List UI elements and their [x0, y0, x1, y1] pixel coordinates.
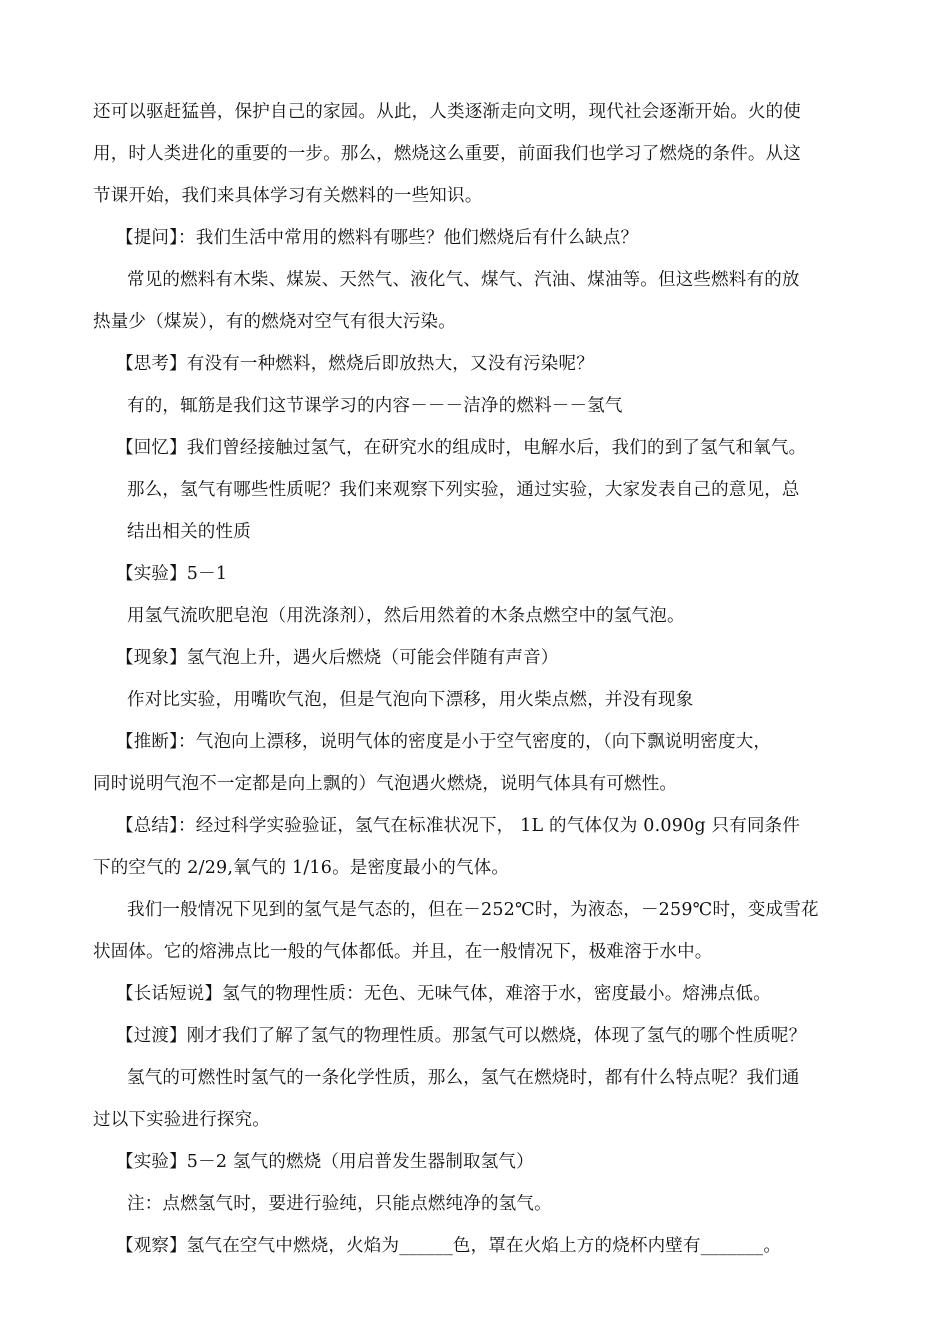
paragraph-line: 节课开始，我们来具体学习有关燃料的一些知识。 [93, 186, 483, 206]
paragraph-line: 同时说明气泡不一定都是向上飘的）气泡遇火燃烧，说明气体具有可燃性。 [93, 774, 678, 794]
observation-heading: 【观察】氢气在空气中燃烧，火焰为______色，罩在火焰上方的烧杯内壁有_______。 [116, 1236, 782, 1256]
transition-heading: 【过渡】刚才我们了解了氢气的物理性质。那氢气可以燃烧，体现了氢气的哪个性质呢？ [116, 1026, 807, 1046]
paragraph-line: 氢气的可燃性时氢气的一条化学性质，那么，氢气在燃烧时，都有什么特点呢？我们通 [127, 1068, 800, 1088]
experiment-heading: 【实验】5－2 氢气的燃烧（用启普发生器制取氢气） [116, 1152, 534, 1172]
inference-heading: 【推断】：气泡向上漂移，说明气体的密度是小于空气密度的，（向下飘说明密度大， [116, 732, 772, 752]
think-heading: 【思考】有没有一种燃料，燃烧后即放热大，又没有污染呢？ [116, 354, 594, 374]
paragraph-line: 状固体。它的熔沸点比一般的气体都低。并且，在一般情况下，极难溶于水中。 [93, 942, 713, 962]
brief-summary-heading: 【长话短说】氢气的物理性质：无色、无味气体，难溶于水，密度最小。熔沸点低。 [116, 984, 771, 1004]
paragraph-line: 那么，氢气有哪些性质呢？我们来观察下列实验，通过实验，大家发表自己的意见，总 [127, 480, 800, 500]
paragraph-line: 用氢气流吹肥皂泡（用洗涤剂），然后用然着的木条点燃空中的氢气泡。 [127, 606, 685, 626]
paragraph-line: 有的，辄筋是我们这节课学习的内容－－－洁净的燃料－－氢气 [127, 396, 623, 416]
recall-heading: 【回忆】我们曾经接触过氢气，在研究水的组成时，电解水后，我们的到了氢气和氧气。 [116, 438, 807, 458]
paragraph-line: 过以下实验进行探究。 [93, 1110, 270, 1130]
paragraph-line: 常见的燃料有木柴、煤炭、天然气、液化气、煤气、汽油、煤油等。但这些燃料有的放 [127, 270, 800, 290]
summary-heading: 【总结】：经过科学实验验证，氢气在标准状况下， 1L 的气体仅为 0.090g 只有同条件 [116, 816, 801, 836]
paragraph-line: 我们一般情况下见到的氢气是气态的，但在－252℃时，为液态，－259℃时，变成雪花 [127, 900, 819, 920]
paragraph-line: 结出相关的性质 [127, 522, 251, 542]
paragraph-line: 热量少（煤炭），有的燃烧对空气有很大污染。 [93, 312, 456, 332]
question-heading: 【提问】：我们生活中常用的燃料有哪些？他们燃烧后有什么缺点？ [116, 228, 639, 248]
phenomenon-heading: 【现象】氢气泡上升，遇火后燃烧（可能会伴随有声音） [116, 648, 559, 668]
paragraph-line: 作对比实验，用嘴吹气泡，但是气泡向下漂移，用火柴点燃，并没有现象 [127, 690, 694, 710]
paragraph-line: 用，时人类进化的重要的一步。那么，燃烧这么重要，前面我们也学习了燃烧的条件。从这 [93, 144, 801, 164]
experiment-heading: 【实验】5－1 [116, 564, 228, 584]
note-line: 注：点燃氢气时，要进行验纯，只能点燃纯净的氢气。 [127, 1194, 552, 1214]
paragraph-line: 下的空气的 2/29,氧气的 1/16。是密度最小的气体。 [93, 858, 510, 878]
paragraph-line: 还可以驱赶猛兽，保护自己的家园。从此，人类逐渐走向文明，现代社会逐渐开始。火的使 [93, 102, 801, 122]
